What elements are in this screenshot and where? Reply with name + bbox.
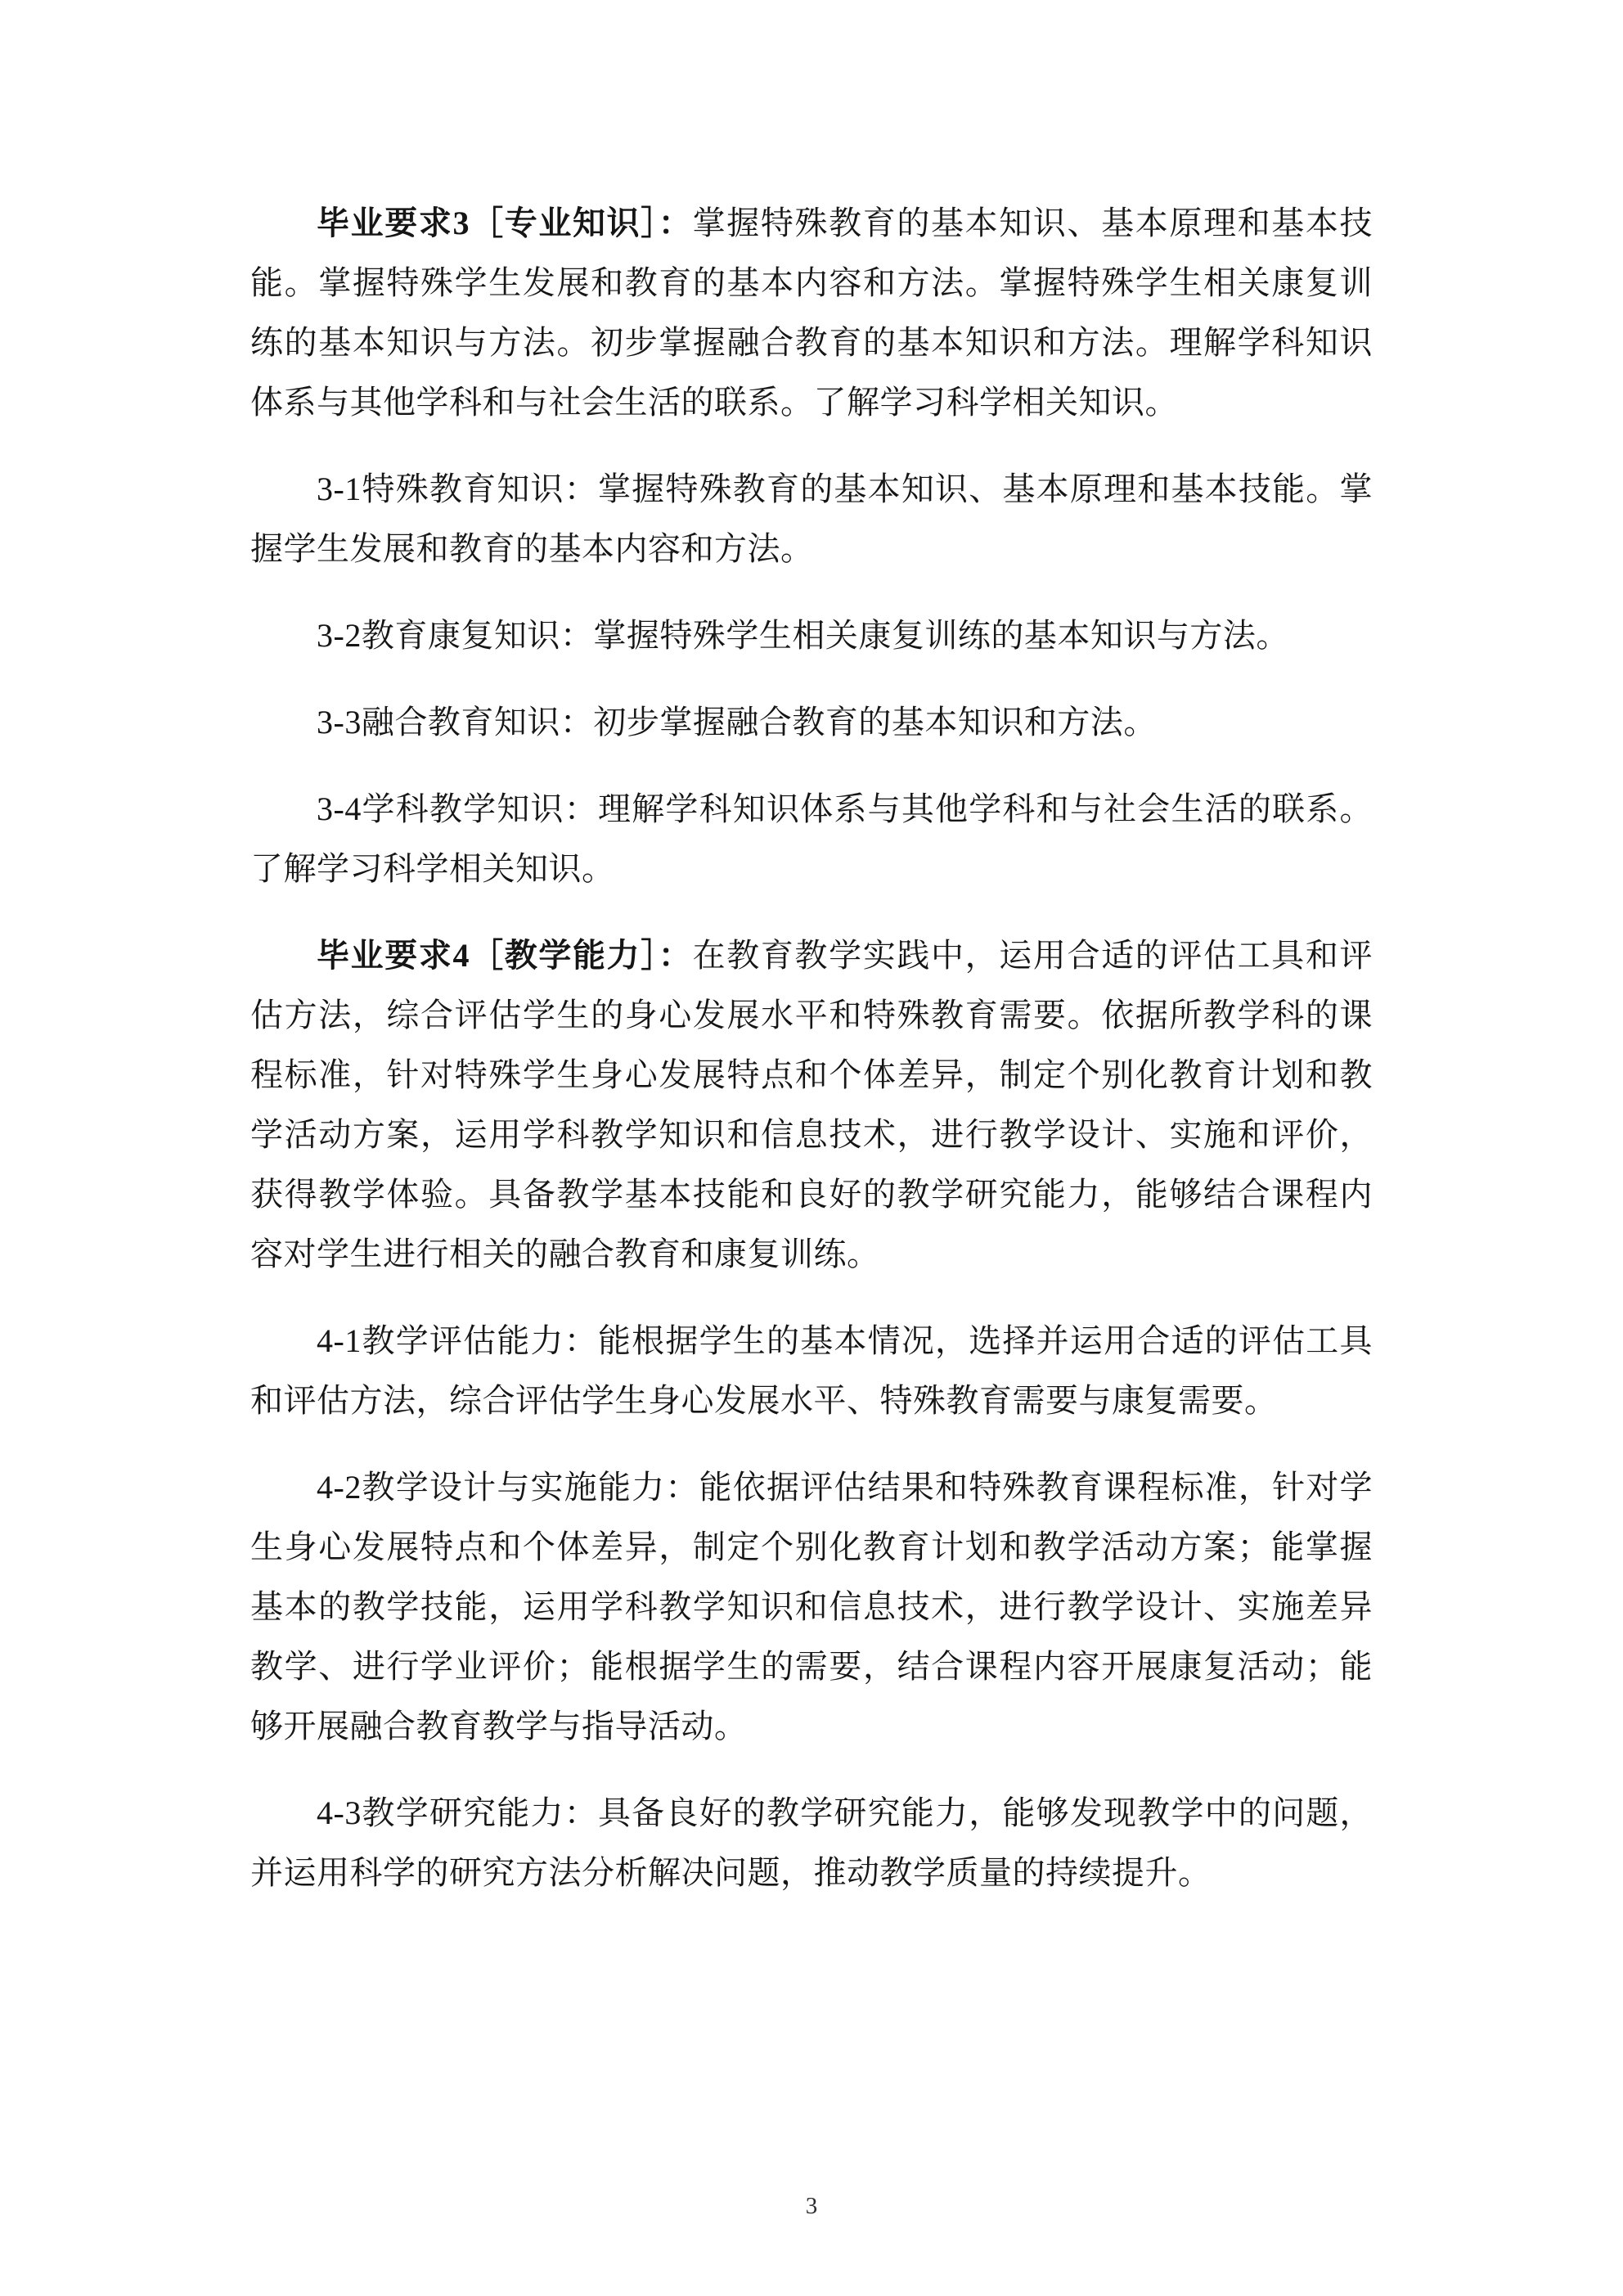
paragraph (250, 1457, 1373, 1756)
document-body (250, 193, 1373, 1929)
paragraph (250, 925, 1373, 1284)
paragraph-text: 3-3融合教育知识：初步掌握融合教育的基本知识和方法。 (317, 704, 1157, 741)
paragraph-text: 4-3教学研究能力：具备良好的教学研究能力，能够发现教学中的问题，并运用科学的研究方法分析解决问题，推动教学质量的持续提升。 (250, 1794, 1373, 1891)
paragraph (250, 1311, 1373, 1430)
paragraph-text: 4-1教学评估能力：能根据学生的基本情况，选择并运用合适的评估工具和评估方法，综合评估学生身心发展水平、特殊教育需要与康复需要。 (250, 1322, 1373, 1419)
paragraph (250, 779, 1373, 898)
paragraph-lead-bold: 毕业要求4［教学能力］： (317, 937, 693, 974)
paragraph (250, 1783, 1373, 1902)
paragraph-text: 掌握特殊教育的基本知识、基本原理和基本技能。掌握特殊学生发展和教育的基本内容和方法。掌握特殊学生相关康复训练的基本知识与方法。初步掌握融合教育的基本知识和方法。理解学科知识体系与其他学科和与社会生活的联系。了解学习科学相关知识。 (250, 205, 1373, 421)
paragraph-text: 3-1特殊教育知识：掌握特殊教育的基本知识、基本原理和基本技能。掌握学生发展和教育的基本内容和方法。 (250, 470, 1373, 567)
paragraph (250, 606, 1373, 665)
paragraph-text: 4-2教学设计与实施能力：能依据评估结果和特殊教育课程标准，针对学生身心发展特点和个体差异，制定个别化教育计划和教学活动方案；能掌握基本的教学技能，运用学科教学知识和信息技术，进行教学设计、实施差异教学、进行学业评价；能根据学生的需要，结合课程内容开展康复活动；能够开展融合教育教学与指导活动。 (250, 1469, 1373, 1745)
paragraph-text: 3-4学科教学知识：理解学科知识体系与其他学科和与社会生活的联系。了解学习科学相关知识。 (250, 790, 1373, 887)
page-number: 3 (805, 2193, 818, 2219)
paragraph-text: 在教育教学实践中，运用合适的评估工具和评估方法，综合评估学生的身心发展水平和特殊教育需要。依据所教学科的课程标准，针对特殊学生身心发展特点和个体差异，制定个别化教育计划和教学活动方案，运用学科教学知识和信息技术，进行教学设计、实施和评价，获得教学体验。具备教学基本技能和良好的教学研究能力，能够结合课程内容对学生进行相关的融合教育和康复训练。 (250, 937, 1373, 1272)
paragraph-text: 3-2教育康复知识：掌握特殊学生相关康复训练的基本知识与方法。 (317, 617, 1289, 654)
paragraph (250, 193, 1373, 432)
paragraph (250, 459, 1373, 579)
paragraph (250, 692, 1373, 752)
paragraph-lead-bold: 毕业要求3［专业知识］： (317, 205, 693, 241)
